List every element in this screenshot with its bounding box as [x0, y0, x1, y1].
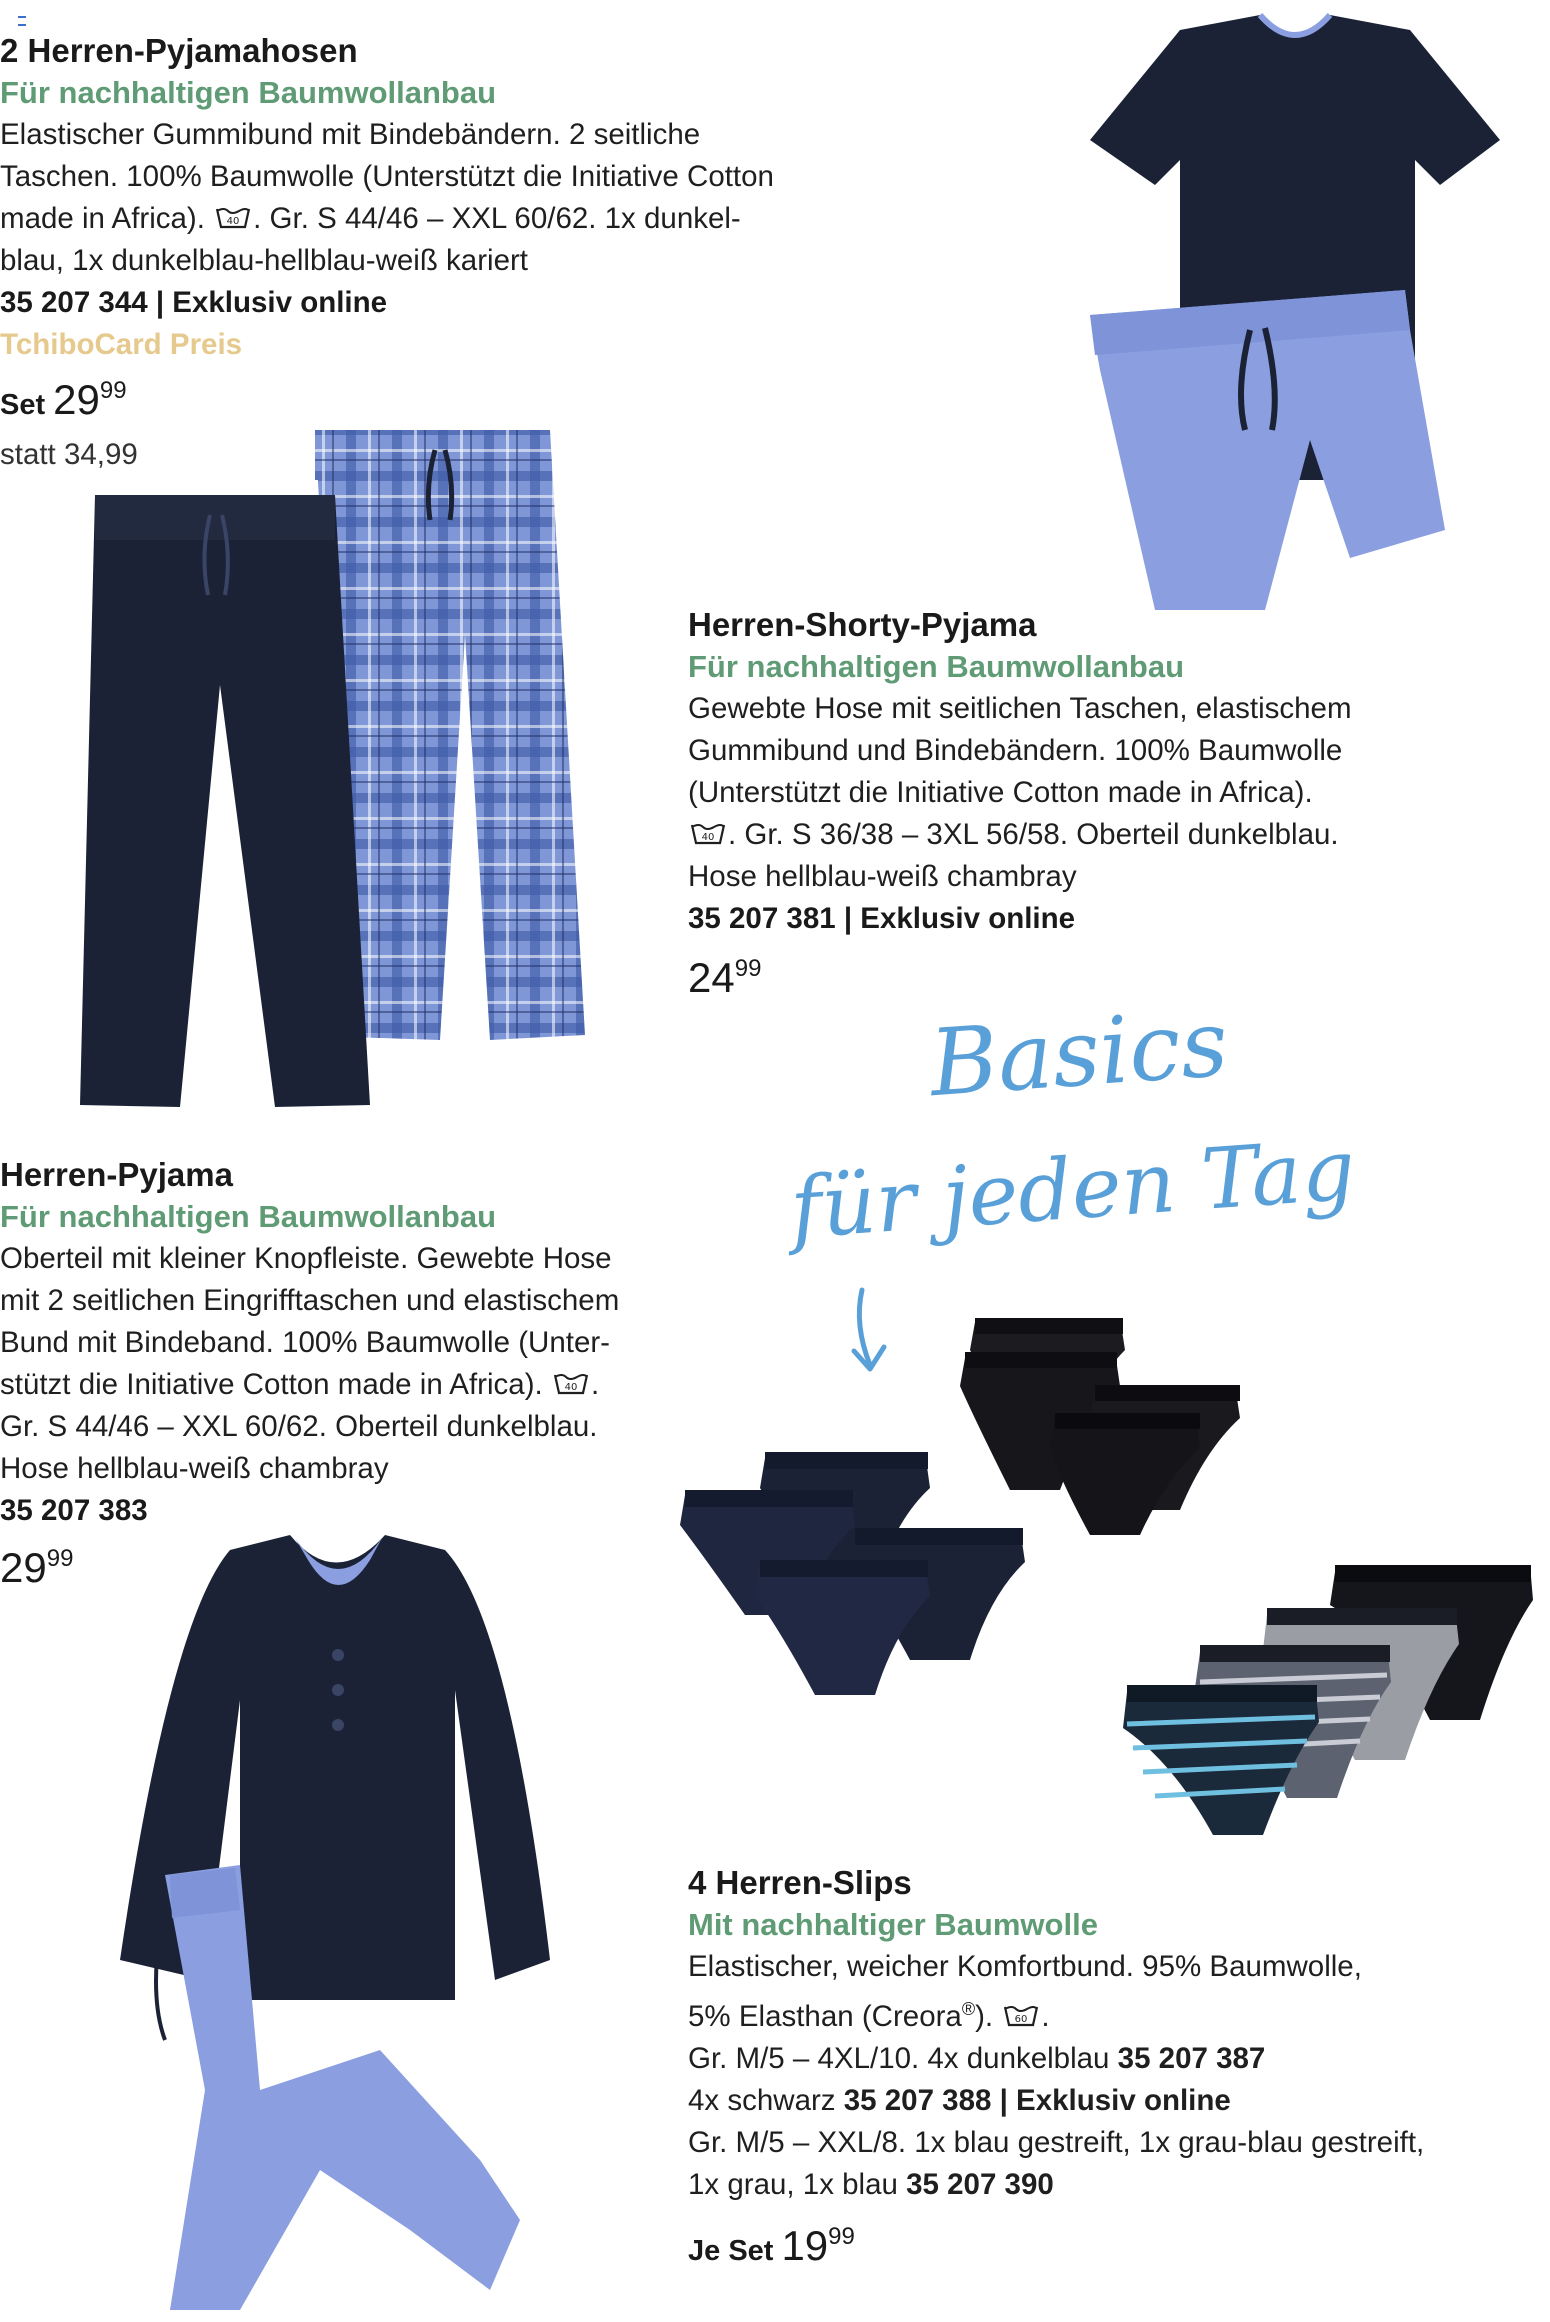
- product-description-line: Gewebte Hose mit seitlichen Taschen, elastischem: [688, 692, 1352, 725]
- product-title: 2 Herren-Pyjamahosen: [0, 32, 358, 69]
- product-description-line: Gummibund und Bindebändern. 100% Baumwolle: [688, 734, 1343, 767]
- product-description-line: Gr. M/5 – XXL/8. 1x blau gestreift, 1x grau-blau gestreift,: [688, 2125, 1425, 2159]
- page-corner-mark: [18, 16, 26, 26]
- product-subtitle: Für nachhaltigen Baumwollanbau: [688, 649, 1185, 684]
- product-description-line: Gr. S 44/46 – XXL 60/62. Oberteil dunkelblau.: [0, 1410, 598, 1443]
- product-description-line: 40 . Gr. S 36/38 – 3XL 56/58. Oberteil dunkelblau.: [688, 814, 1548, 856]
- price: Je Set 1999: [688, 2221, 855, 2269]
- product-description-line: (Unterstützt die Initiative Cotton made in Africa).: [688, 776, 1313, 809]
- product-subtitle: Für nachhaltigen Baumwollanbau: [0, 1199, 497, 1234]
- product-description-line: Hose hellblau-weiß chambray: [0, 1452, 389, 1485]
- product-description-line: made in Africa). 40 . Gr. S 44/46 – XXL 60/62. 1x dunkel-: [0, 202, 741, 235]
- svg-text:60: 60: [1014, 2013, 1028, 2025]
- herren-pyjama-image: [110, 1530, 580, 2320]
- product-description-line: stützt die Initiative Cotton made in Africa). 40 .: [0, 1368, 600, 1401]
- product-description-line: blau, 1x dunkelblau-hellblau-weiß kariert: [0, 244, 529, 277]
- price: 2999: [0, 1544, 74, 1591]
- product-shorty-pyjama: [688, 604, 1548, 1013]
- product-description-line: Hose hellblau-weiß chambray: [688, 860, 1077, 893]
- wash-40-icon: [690, 822, 726, 846]
- wash-40-icon: [553, 1372, 589, 1396]
- product-herren-slips: [688, 1862, 1548, 2281]
- article-number: 35 207 344 | Exklusiv online: [0, 286, 388, 319]
- product-description-line: Oberteil mit kleiner Knopfleiste. Gewebte Hose: [0, 1242, 612, 1275]
- shorty-pyjama-image: [1060, 10, 1520, 620]
- headline-line-1: Basics: [926, 989, 1232, 1118]
- product-description-line: Gr. M/5 – 4XL/10. 4x dunkelblau 35 207 387: [688, 2041, 1266, 2075]
- wash-40-icon: [215, 206, 251, 230]
- product-description-line: 5% Elasthan (Creora®). 60 .: [688, 1999, 1050, 2033]
- product-description-line: 1x grau, 1x blau 35 207 390: [688, 2167, 1054, 2201]
- article-number: 35 207 390: [906, 2167, 1054, 2201]
- article-number: 35 207 387: [1117, 2041, 1266, 2075]
- price: Set 2999: [0, 376, 127, 423]
- product-pajama-pants: [0, 30, 860, 475]
- product-description-line: 4x schwarz 35 207 388 | Exklusiv online: [688, 2083, 1231, 2117]
- product-description-line: Elastischer, weicher Komfortbund. 95% Baumwolle,: [688, 1950, 1362, 1983]
- briefs-image: [675, 1300, 1545, 1840]
- svg-text:40: 40: [226, 216, 240, 227]
- product-title: 4 Herren-Slips: [688, 1864, 912, 1901]
- product-description-line: Elastischer Gummibund mit Bindebändern. 2 seitliche: [0, 118, 701, 151]
- article-number: 35 207 383: [0, 1494, 148, 1527]
- product-title: Herren-Pyjama: [0, 1156, 233, 1193]
- product-title: Herren-Shorty-Pyjama: [688, 606, 1037, 643]
- price: 2499: [688, 954, 762, 1001]
- product-description-line: mit 2 seitlichen Eingrifftaschen und elastischem: [0, 1284, 620, 1317]
- article-number: 35 207 388 | Exklusiv online: [843, 2083, 1231, 2117]
- article-number: 35 207 381 | Exklusiv online: [688, 902, 1076, 935]
- old-price: statt 34,99: [0, 438, 138, 471]
- tchibocard-label: TchiboCard Preis: [0, 328, 243, 361]
- headline-line-2: für jeden Tag: [787, 1120, 1359, 1258]
- product-description-line: Taschen. 100% Baumwolle (Unterstützt die Initiative Cotton: [0, 160, 774, 193]
- svg-text:40: 40: [701, 832, 715, 843]
- svg-text:40: 40: [564, 1382, 578, 1393]
- product-subtitle: Für nachhaltigen Baumwollanbau: [0, 75, 497, 110]
- product-subtitle: Mit nachhaltiger Baumwolle: [688, 1907, 1098, 1942]
- pajama-pants-image: [70, 425, 600, 1115]
- wash-60-icon: [1003, 2004, 1039, 2028]
- product-description-line: Bund mit Bindeband. 100% Baumwolle (Unter-: [0, 1326, 610, 1359]
